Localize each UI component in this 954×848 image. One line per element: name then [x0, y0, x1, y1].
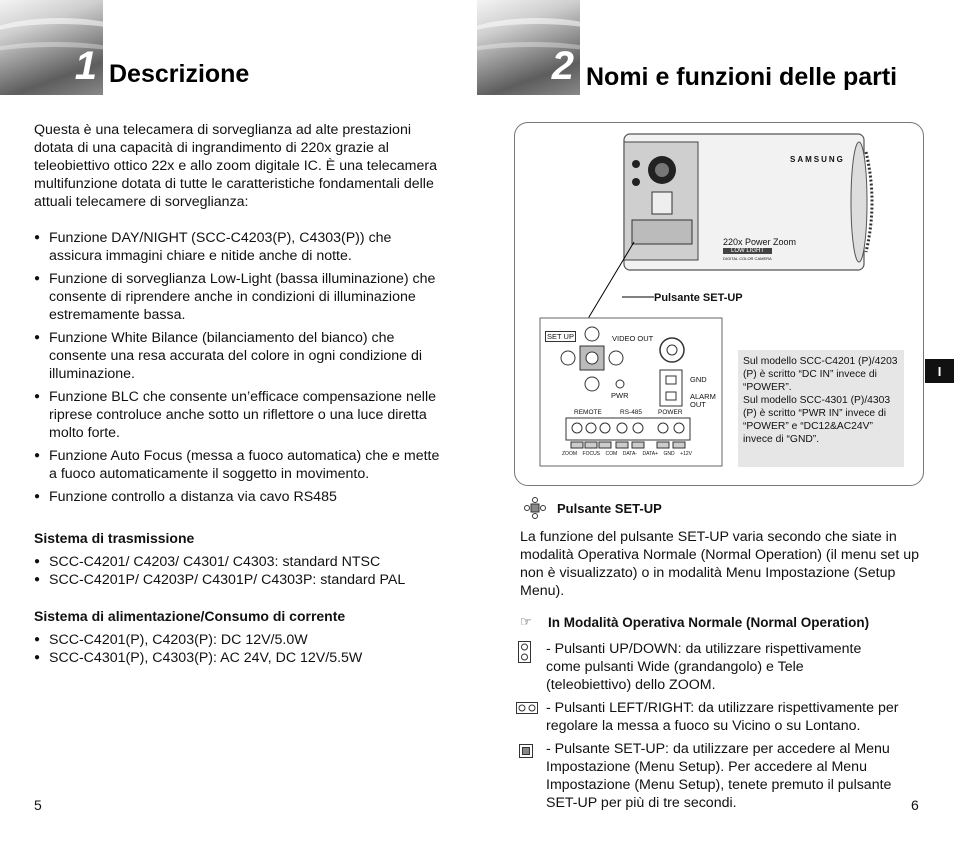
setup-paragraph: La funzione del pulsante SET-UP varia secondo che siate in modalità Operativa Normale (Normal Operation) (il menu set up non è visualizzato) o in modalità Menu Impostazione (Setup Menu).: [520, 529, 919, 599]
list-item: - Pulsante SET-UP: da utilizzare per accedere al Menu Impostazione (Menu Setup). Per accedere al Menu Impostazione (Menu Setup), tenete premuto il pulsante SET-UP per più di tre secondi.: [546, 741, 892, 811]
chapter-2-number: 2: [551, 44, 574, 88]
up-down-buttons-icon: [518, 641, 531, 663]
language-tab: I: [925, 359, 954, 383]
zoom-label: 220x Power Zoom: [723, 237, 797, 247]
lowlight-label: LOW LIGHT: [723, 248, 772, 254]
remote-label: REMOTE: [574, 409, 602, 416]
chapter-1-header-image: [0, 0, 103, 95]
setup-button-icon: [519, 744, 533, 758]
pwr-label: PWR: [611, 391, 629, 400]
chapter-2-header-image: [477, 0, 580, 95]
power-heading: Sistema di alimentazione/Consumo di corrente: [34, 608, 346, 624]
transmission-heading: Sistema di trasmissione: [34, 530, 195, 546]
alarm-out-label: ALARM OUT: [690, 392, 716, 409]
list-item: ● SCC-C4201(P), C4203(P): DC 12V/5.0W: [34, 631, 444, 649]
terminal-label: ZOOM: [562, 451, 577, 457]
transmission-list: [34, 553, 444, 589]
list-item: ● Funzione White Bilance (bilanciamento del bianco) che consente una resa accurata del colore in ogni condizione di illuminazione.: [34, 329, 444, 383]
pointing-hand-icon: ☞: [520, 614, 532, 629]
list-item: ● Funzione controllo a distanza via cavo RS485: [34, 488, 444, 506]
left-right-buttons-icon: [516, 702, 538, 714]
model-note: Sul modello SCC-C4201 (P)/4203 (P) è scritto “DC IN” invece di “POWER”. Sul modello SCC-4301 (P)/4303 (P) è scritto “PWR IN” invece di “POWER” e “DC12&AC24V” invece di “GND”.: [738, 350, 904, 467]
list-item: ● SCC-C4201/ C4203/ C4301/ C4303: standard NTSC: [34, 553, 444, 571]
terminal-label: DATA+: [642, 451, 659, 457]
power-list: [34, 631, 444, 667]
list-item: ● Funzione di sorveglianza Low-Light (bassa illuminazione) che consente di riprendere anche in condizioni di illuminazione estremamente bassa.: [34, 270, 444, 324]
page-number-left: 5: [34, 797, 42, 813]
list-item: - Pulsanti UP/DOWN: da utilizzare rispettivamente come pulsanti Wide (grandangolo) e Tele (teleobiettivo) dello ZOOM.: [546, 641, 862, 693]
page-title-left: Descrizione: [109, 60, 250, 88]
intro-paragraph: Questa è una telecamera di sorveglianza ad alte prestazioni dotata di una capacità di ingrandimento di 220x grazie al teleobiettivo ottico 22x e allo zoom digitale IC. È una telecamera multifunzione dotata di tutte le caratteristiche fondamentali delle attuali telecamere di sorveglianza:: [34, 122, 437, 210]
terminal-label: FOCUS: [582, 451, 601, 457]
list-item: - Pulsanti LEFT/RIGHT: da utilizzare rispettivamente per regolare la messa a fuoco su Vicino o su Lontano.: [546, 700, 899, 734]
terminal-label: COM: [605, 451, 618, 457]
terminal-label: +12V: [680, 451, 692, 457]
chapter-1-number: 1: [74, 44, 97, 88]
list-item: ● SCC-C4301(P), C4303(P): AC 24V, DC 12V/5.5W: [34, 649, 444, 667]
video-out-label: VIDEO OUT: [612, 334, 654, 343]
list-item: ● Funzione DAY/NIGHT (SCC-C4203(P), C4303(P)) che assicura immagini chiare e nitide anche di notte.: [34, 229, 444, 265]
setup-cross-icon: [524, 497, 546, 519]
power-label: POWER: [658, 409, 683, 416]
page-number-right: 6: [911, 797, 919, 813]
setup-heading: Pulsante SET-UP: [557, 501, 662, 516]
terminal-label: GND: [663, 451, 675, 457]
brand-label: SAMSUNG: [790, 155, 845, 164]
list-item: ● Funzione Auto Focus (messa a fuoco automatica) che e mette a fuoco automaticamente il soggetto in movimento.: [34, 447, 444, 483]
setup-label: SET UP: [547, 332, 574, 341]
feature-list: [34, 229, 444, 506]
setup-callout-label: Pulsante SET-UP: [654, 292, 743, 304]
terminal-labels: [562, 451, 692, 457]
normal-operation-heading: In Modalità Operativa Normale (Normal Operation): [548, 615, 870, 630]
list-item: ● SCC-C4201P/ C4203P/ C4301P/ C4303P: standard PAL: [34, 571, 444, 589]
camera-type-label: DIGITAL COLOR CAMERA: [723, 256, 772, 261]
page-title-right: Nomi e funzioni delle parti: [586, 63, 898, 91]
list-item: ● Funzione BLC che consente un’efficace compensazione nelle riprese controluce anche sotto un riflettore o una luce diretta molto forte.: [34, 388, 444, 442]
terminal-label: DATA-: [622, 451, 637, 457]
rs485-label: RS-485: [620, 409, 643, 416]
gnd-label: GND: [690, 375, 707, 384]
